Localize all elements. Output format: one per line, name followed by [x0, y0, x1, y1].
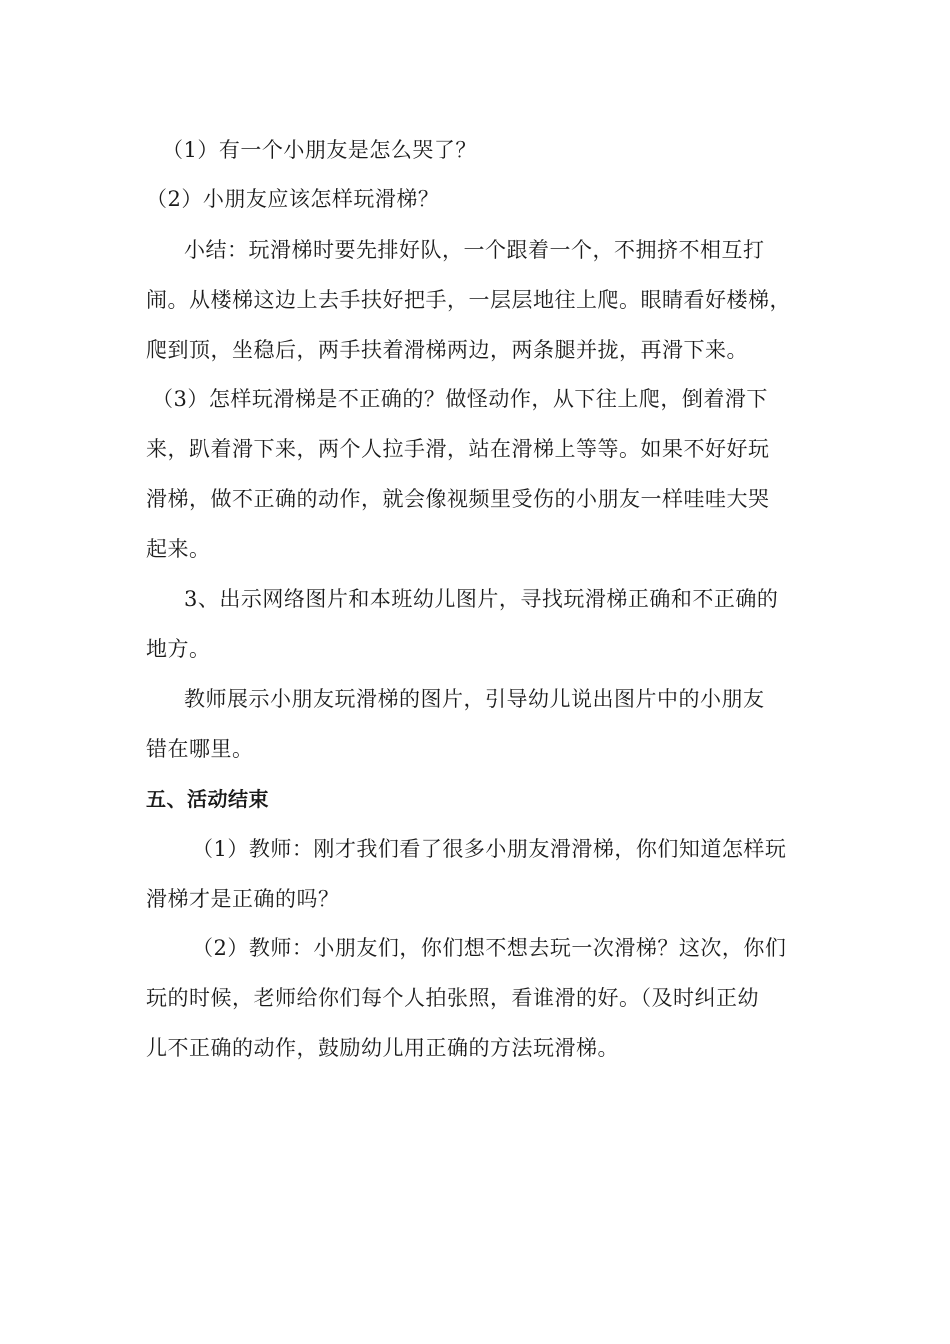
- text-line-3: 小结：玩滑梯时要先排好队，一个跟着一个，不拥挤不相互打: [184, 238, 765, 262]
- text-line-10: 3、出示网络图片和本班幼儿图片，寻找玩滑梯正确和不正确的: [184, 587, 779, 611]
- text-line-18: 玩的时候，老师给你们每个人拍张照，看谁滑的好。（及时纠正幼: [146, 986, 759, 1010]
- text-line-16: 滑梯才是正确的吗？: [146, 887, 340, 911]
- text-line-6: （3）怎样玩滑梯是不正确的？做怪动作，从下往上爬，倒着滑下: [152, 387, 768, 411]
- text-line-5: 爬到顶，坐稳后，两手扶着滑梯两边，两条腿并拢，再滑下来。: [146, 338, 748, 362]
- text-line-11: 地方。: [146, 637, 211, 661]
- text-line-17: （2）教师：小朋友们，你们想不想去玩一次滑梯？这次，你们: [192, 936, 787, 960]
- text-line-2: （2）小朋友应该怎样玩滑梯？: [146, 187, 440, 211]
- section-heading: 五、活动结束: [146, 787, 269, 811]
- text-line-8: 滑梯，做不正确的动作，就会像视频里受伤的小朋友一样哇哇大哭: [146, 487, 770, 511]
- text-line-15: （1）教师：刚才我们看了很多小朋友滑滑梯，你们知道怎样玩: [192, 837, 787, 861]
- text-line-1: （1）有一个小朋友是怎么哭了？: [162, 138, 477, 162]
- text-line-12: 教师展示小朋友玩滑梯的图片，引导幼儿说出图片中的小朋友: [184, 687, 765, 711]
- text-line-13: 错在哪里。: [146, 737, 254, 761]
- text-line-19: 儿不正确的动作，鼓励幼儿用正确的方法玩滑梯。: [146, 1036, 619, 1060]
- text-line-7: 来，趴着滑下来，两个人拉手滑，站在滑梯上等等。如果不好好玩: [146, 437, 770, 461]
- text-line-4: 闹。从楼梯这边上去手扶好把手，一层层地往上爬。眼睛看好楼梯，: [146, 288, 791, 312]
- text-line-9: 起来。: [146, 537, 211, 561]
